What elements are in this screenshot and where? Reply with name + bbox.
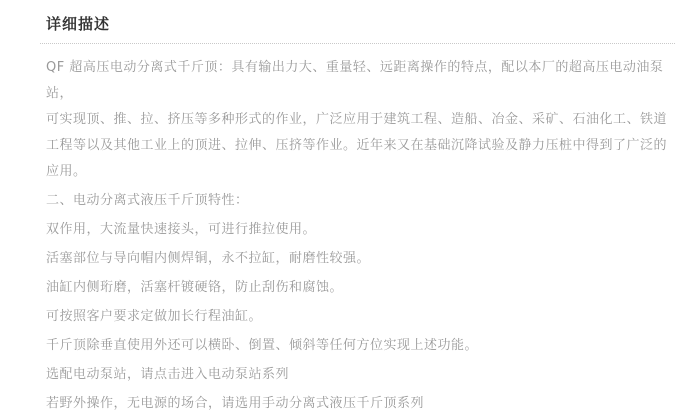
feature-item: 可按照客户要求定做加长行程油缸。 [46, 309, 263, 324]
feature-item: 双作用，大流量快速接头，可进行推拉使用。 [46, 222, 317, 237]
section-header [40, 0, 675, 44]
description-line: 应用。 [46, 164, 87, 179]
feature-item: 油缸内侧珩磨，活塞杆镀硬铬，防止刮伤和腐蚀。 [46, 280, 344, 295]
page-title: 详细描述 [46, 15, 111, 33]
description-line: QF 超高压电动分离式千斤顶：具有输出力大、重量轻、远距离操作的特点，配以本厂的超高压电动油泵站， [46, 60, 664, 101]
pump-station-series-link-line[interactable]: 选配电动泵站，请点击进入电动泵站系列 [46, 367, 290, 382]
feature-item: 千斤顶除垂直使用外还可以横卧、倒置、倾斜等任何方位实现上述功能。 [46, 338, 479, 353]
description-line: 可实现顶、推、拉、挤压等多种形式的作业，广泛应用于建筑工程、造船、冶金、采矿、石油化工、铁道 [46, 112, 668, 127]
features-heading: 二、电动分离式液压千斤顶特性： [46, 193, 249, 208]
description-body [0, 44, 700, 417]
feature-item: 活塞部位与导向帽内侧焊铜，永不拉缸，耐磨性较强。 [46, 251, 371, 266]
manual-series-note: 若野外操作，无电源的场合，请选用手动分离式液压千斤顶系列 [46, 396, 425, 411]
description-line: 工程等以及其他工业上的顶进、拉伸、压挤等作业。近年来又在基础沉降试验及静力压桩中得到了广泛的 [46, 138, 668, 153]
